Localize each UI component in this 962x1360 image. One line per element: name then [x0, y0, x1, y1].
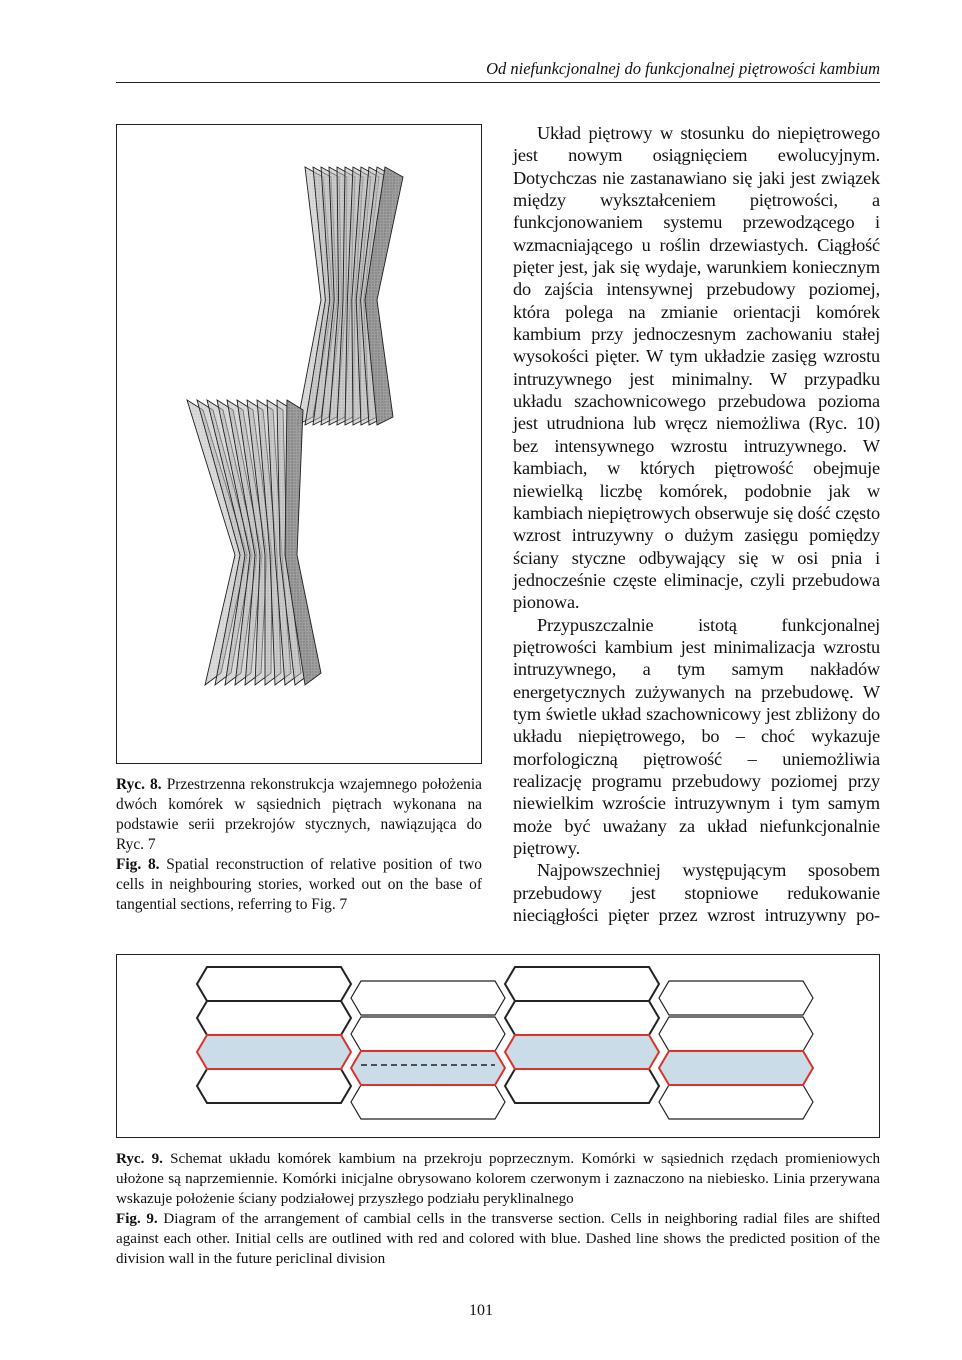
figure-9-text-en: Diagram of the arrangement of cambial cells in the transverse section. Cells in neighboring radial files are shifted against each other. Initial cells are outlined with red and colored with blue. Dashed line shows the predicted position of the division wall in the future periclinal division	[116, 1211, 880, 1267]
upper-cell-stack	[297, 167, 403, 425]
figure-8-label-pl: Ryc. 8.	[116, 776, 162, 793]
cambial-cell	[197, 1001, 351, 1035]
lower-cell-stack	[187, 400, 321, 685]
running-header	[116, 58, 880, 83]
figure-9-label-en: Fig. 9.	[116, 1211, 158, 1227]
figure-8-reconstruction	[117, 125, 481, 763]
figure-8-caption	[116, 775, 482, 915]
page-number: 101	[469, 1302, 493, 1319]
figure-9-caption	[116, 1149, 880, 1269]
figure-8	[116, 124, 482, 764]
cambial-cell	[659, 1017, 813, 1051]
initial-cell	[351, 1051, 505, 1085]
figure-8-label-en: Fig. 8.	[116, 856, 160, 873]
body-text-column	[513, 122, 880, 926]
figure-9-diagram	[117, 955, 879, 1137]
cambial-cell	[505, 1001, 659, 1035]
figure-8-text-pl: Przestrzenna rekonstrukcja wzajemnego położenia dwóch komórek w sąsiednich piętrach wykonana na podstawie serii przekrojów stycznych, nawiązująca do Ryc. 7	[116, 776, 482, 853]
figure-8-text-en: Spatial reconstruction of relative position of two cells in neighbouring stories, worked out on the base of tangential sections, referring to Fig. 7	[116, 856, 482, 913]
cambial-cell	[197, 1069, 351, 1103]
body-paragraph: Układ piętrowy w stosunku do niepiętrowego jest nowym osiągnięciem ewolucyjnym. Dotychczas nie zastanawiano się jaki jest związek między wykształceniem piętrowości, a funkcjonowaniem systemu przewodzącego i wzmacniającego u roślin drzewiastych. Ciągłość pięter jest, jak się wydaje, warunkiem koniecznym do zajścia intensywnej przebudowy poziomej, która polega na zmianie orientacji komórek kambium przy jednoczesnym zachowaniu stałej wysokości pięter. W tym układzie zasięg wzrostu intruzywnego jest minimalny. W przypadku układu szachownicowego przebudowa pozioma jest utrudniona lub wręcz niemożliwa (Ryc. 10) bez intensywnego wzrostu intruzywnego. W kambiach, w których piętrowość obejmuje niewielką liczbę komórek, podobnie jak w kambiach niepiętrowych obserwuje się dość często wzrost intruzywny o dużym zasięgu pomiędzy ściany styczne odbywający się w osi pnia i jednocześnie częste eliminacje, czyli przebudowa pionowa.	[513, 123, 880, 613]
cambial-cell	[659, 1085, 813, 1119]
initial-cell	[197, 1035, 351, 1069]
figure-9-caption-en	[116, 1209, 880, 1269]
cambial-cell	[197, 967, 351, 1001]
cambial-cell	[351, 981, 505, 1015]
figure-9	[116, 954, 880, 1138]
figure-8-caption-en	[116, 855, 482, 915]
figure-8-caption-pl	[116, 775, 482, 855]
figure-9-text-pl: Schemat układu komórek kambium na przekroju poprzecznym. Komórki w sąsiednich rzędach promieniowych ułożone są naprzemiennie. Komórki inicjalne obrysowano kolorem czerwonym i zaznaczono na niebiesko. Linia przerywana wskazuje położenie ściany podziałowej przyszłego podziału peryklinalnego	[116, 1151, 881, 1207]
cambial-cell	[659, 981, 813, 1015]
body-paragraph: Najpowszechniej występującym sposobem przebudowy jest stopniowe redukowanie nieciągłości pięter przez wzrost intruzywny po-	[513, 860, 880, 926]
figure-9-label-pl: Ryc. 9.	[116, 1151, 163, 1167]
figure-9-caption-pl	[116, 1149, 880, 1209]
cambial-cell	[505, 1069, 659, 1103]
running-title: Od niefunkcjonalnej do funkcjonalnej piętrowości kambium	[486, 59, 880, 78]
body-paragraph: Przypuszczalnie istotą funkcjonalnej piętrowości kambium jest minimalizacja wzrostu intruzywnego, a tym samym nakładów energetycznych zużywanych na przebudowę. W tym świetle układ szachownicowy jest zbliżony do układu niepiętrowego, bo – choć wykazuje morfologiczną piętrowość – uniemożliwia realizację programu przebudowy poziomej przy niewielkim wzroście intruzywnym i tym samym może być uważany za układ niefunkcjonalnie piętrowy.	[513, 614, 880, 858]
cambial-cell	[505, 967, 659, 1001]
cambial-cell	[351, 1017, 505, 1051]
initial-cell	[659, 1051, 813, 1085]
initial-cell	[505, 1035, 659, 1069]
cambial-cell	[351, 1085, 505, 1119]
